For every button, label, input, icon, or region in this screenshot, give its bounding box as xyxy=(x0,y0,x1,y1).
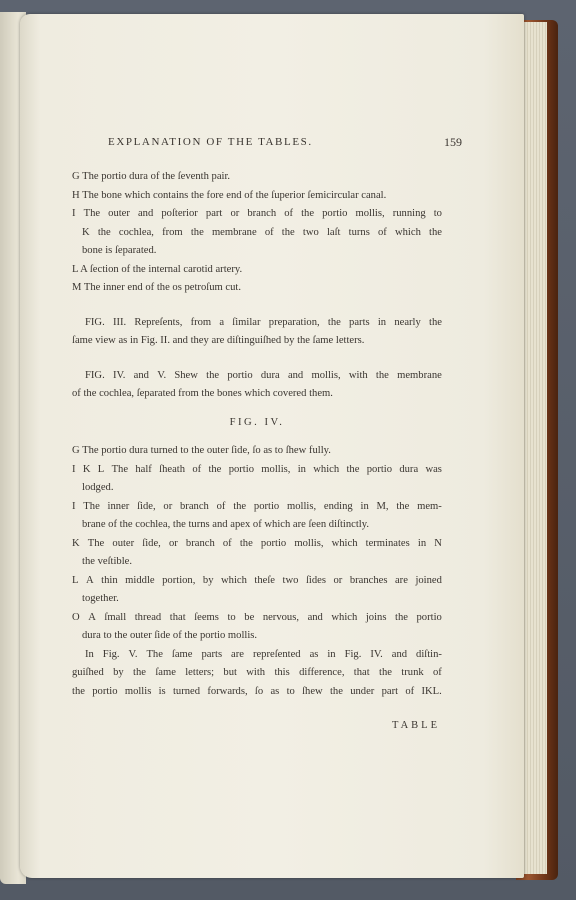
word: Fig. xyxy=(102,648,120,660)
word: this xyxy=(274,667,290,678)
word: turned xyxy=(172,685,201,697)
word: Repreſents, xyxy=(134,316,183,328)
text-line xyxy=(72,224,442,243)
word: joins xyxy=(365,611,387,623)
word: portion, xyxy=(162,574,196,586)
word: ending xyxy=(323,500,353,512)
word: portio xyxy=(227,369,253,381)
text-line xyxy=(72,414,442,433)
word: outer xyxy=(108,208,130,219)
word: the xyxy=(329,685,343,697)
text-line xyxy=(72,261,442,280)
word: are xyxy=(231,648,244,660)
word: nervous, xyxy=(262,611,300,623)
word: portio xyxy=(92,685,118,697)
word: by xyxy=(202,574,214,586)
word: branch xyxy=(185,537,215,549)
word: the xyxy=(281,226,295,238)
text-line xyxy=(72,627,442,646)
word: branch xyxy=(247,208,277,219)
word: and xyxy=(307,611,323,623)
word: inner xyxy=(107,500,130,512)
word: or xyxy=(333,574,343,586)
word: the xyxy=(208,463,222,475)
word: that xyxy=(169,611,186,623)
text-line-content: H The bone which contains the fore end of the ſuperior ſemicircular canal. xyxy=(72,189,387,201)
text-line-content: lodged. xyxy=(82,482,114,493)
word: thread xyxy=(134,611,162,623)
word: running xyxy=(392,208,426,219)
word: thin xyxy=(101,574,118,586)
word: of xyxy=(284,208,294,219)
word: be xyxy=(244,611,255,623)
word: the xyxy=(327,316,341,328)
word: which xyxy=(394,226,421,238)
text-line xyxy=(72,664,442,683)
paragraph-gap xyxy=(72,701,442,717)
text-line xyxy=(72,717,442,736)
text-line xyxy=(72,367,442,386)
word: I xyxy=(72,463,76,475)
word: portio xyxy=(366,463,393,475)
word: the xyxy=(346,463,360,475)
paragraph-gap xyxy=(72,298,442,314)
paragraph-gap xyxy=(72,432,442,442)
word: membrane xyxy=(211,226,257,238)
word: from xyxy=(190,316,212,328)
word: that xyxy=(353,667,370,678)
word: with xyxy=(348,369,368,381)
word: ſimilar xyxy=(232,316,261,328)
body-text xyxy=(72,168,442,736)
word: portio xyxy=(322,208,348,219)
word: The xyxy=(111,463,129,475)
word: I xyxy=(72,208,76,219)
word: and xyxy=(391,648,408,660)
word: branch xyxy=(180,500,209,512)
word: part xyxy=(381,685,399,697)
word: with xyxy=(246,667,266,678)
word: guiſhed xyxy=(72,667,104,678)
word: V. xyxy=(157,369,167,381)
word: the xyxy=(379,667,392,678)
word: I xyxy=(72,500,76,512)
word: terminates xyxy=(365,537,410,549)
word: the xyxy=(301,208,315,219)
word: the xyxy=(97,226,111,238)
word: poſterior xyxy=(161,208,198,219)
word: of xyxy=(192,463,202,475)
text-line-content: G The portio dura turned to the outer ſide, ſo as to ſhew fully. xyxy=(72,445,331,456)
word: but xyxy=(223,667,237,678)
text-line xyxy=(72,187,442,206)
word: portio xyxy=(416,611,442,623)
word: and xyxy=(137,208,154,219)
word: two xyxy=(302,226,319,238)
word: in xyxy=(377,316,387,328)
text-line xyxy=(72,442,442,461)
word: theſe xyxy=(254,574,276,586)
word: which xyxy=(313,463,340,475)
word: trunk xyxy=(401,667,424,678)
text-line xyxy=(72,572,442,591)
word: or xyxy=(168,537,178,549)
text-line xyxy=(72,279,442,298)
word: III. xyxy=(112,316,127,328)
text-line-content: FIG. IV. xyxy=(229,416,285,428)
word: the xyxy=(190,226,204,238)
word: K xyxy=(72,537,80,549)
word: repreſented xyxy=(252,648,301,660)
text-line xyxy=(72,535,442,554)
word: N xyxy=(434,537,442,549)
word: the xyxy=(72,685,85,697)
word: middle xyxy=(125,574,155,586)
word: The xyxy=(146,648,163,660)
text-line xyxy=(72,168,442,187)
running-head-title: EXPLANATION OF THE TABLES. xyxy=(108,136,313,148)
word: dura xyxy=(260,369,280,381)
word: by xyxy=(113,667,124,678)
word: Shew xyxy=(174,369,198,381)
word: to xyxy=(286,685,295,697)
text-line xyxy=(72,516,442,535)
word: branches xyxy=(349,574,388,586)
word: dura xyxy=(399,463,419,475)
word: of xyxy=(222,537,232,549)
word: mem- xyxy=(417,500,442,512)
word: K xyxy=(82,463,91,475)
word: FIG. xyxy=(85,316,105,328)
word: in xyxy=(417,537,427,549)
text-line xyxy=(72,646,442,665)
word: two xyxy=(282,574,299,586)
running-head xyxy=(72,130,462,150)
book-page xyxy=(20,14,524,878)
word: or xyxy=(230,208,240,219)
text-line-content: ſame view as in Fig. II. and they are diſtinguiſhed by the ſame letters. xyxy=(72,335,365,346)
word: ſo xyxy=(254,685,264,697)
word: The xyxy=(87,537,105,549)
word: ſmall xyxy=(104,611,127,623)
word: ſame xyxy=(155,667,176,678)
word: or xyxy=(163,500,173,512)
word: which xyxy=(331,611,358,623)
word: from xyxy=(162,226,183,238)
word: as xyxy=(270,685,280,697)
word: ſhew xyxy=(302,685,323,697)
word: ſide, xyxy=(142,537,161,549)
word: of xyxy=(216,500,226,512)
word: cochlea, xyxy=(118,226,154,238)
word: The xyxy=(83,208,101,219)
word: ſide, xyxy=(137,500,156,512)
text-line xyxy=(72,205,442,224)
word: portio xyxy=(228,463,254,475)
text-line-content: TABLE xyxy=(392,720,440,731)
word: laſt xyxy=(326,226,341,238)
word: and xyxy=(133,369,149,381)
word: the xyxy=(133,667,146,678)
text-line-content: together. xyxy=(82,593,119,604)
word: Fig. xyxy=(344,648,362,660)
text-line-content: bone is ſeparated. xyxy=(82,245,157,256)
word: mollis, xyxy=(294,537,324,549)
word: which xyxy=(331,537,358,549)
word: O xyxy=(72,611,80,623)
word: mollis, xyxy=(355,208,385,219)
word: IKL. xyxy=(421,685,442,697)
word: IV. xyxy=(370,648,383,660)
word: L xyxy=(97,463,105,475)
text-line xyxy=(72,332,442,351)
text-line-content: G The portio dura of the ſeventh pair. xyxy=(72,171,231,182)
text-line xyxy=(72,553,442,572)
word: the xyxy=(395,611,408,623)
word: part xyxy=(205,208,223,219)
word: letters; xyxy=(185,667,215,678)
word: forwards, xyxy=(207,685,248,697)
word: A xyxy=(86,574,94,586)
word: the xyxy=(239,537,253,549)
word: L xyxy=(72,574,79,586)
word: of xyxy=(378,226,387,238)
word: parts xyxy=(201,648,223,660)
word: ſheath xyxy=(159,463,186,475)
word: is xyxy=(158,685,166,697)
word: the xyxy=(396,500,410,512)
word: mollis, xyxy=(311,369,341,381)
word: are xyxy=(394,574,408,586)
word: the xyxy=(375,369,389,381)
text-line xyxy=(72,385,442,404)
word: of xyxy=(433,667,442,678)
text-line-content: M The inner end of the os petroſum cut. xyxy=(72,282,241,293)
word: ſeems xyxy=(194,611,219,623)
word: to xyxy=(433,208,442,219)
word: the xyxy=(429,316,442,328)
text-line xyxy=(72,590,442,609)
text-line xyxy=(72,479,442,498)
word: in xyxy=(360,500,369,512)
word: which xyxy=(221,574,247,586)
word: mollis, xyxy=(286,500,317,512)
text-line xyxy=(72,498,442,517)
text-line xyxy=(72,683,442,702)
word: In xyxy=(85,648,94,660)
word: V. xyxy=(128,648,138,660)
word: IV. xyxy=(112,369,126,381)
word: as xyxy=(309,648,319,660)
paragraph-gap xyxy=(72,404,442,414)
word: difference, xyxy=(299,667,345,678)
word: nearly xyxy=(394,316,421,328)
word: mollis, xyxy=(261,463,291,475)
text-line-content: dura to the outer ſide of the portio mollis. xyxy=(82,630,258,641)
word: of xyxy=(405,685,415,697)
word: in xyxy=(327,648,336,660)
text-line xyxy=(72,242,442,261)
word: ſides xyxy=(305,574,326,586)
word: membrane xyxy=(397,369,442,381)
text-line-content: of the cochlea, ſeparated from the bones which covered them. xyxy=(72,388,333,399)
word: outer xyxy=(112,537,135,549)
word: FIG. xyxy=(85,369,105,381)
word: of xyxy=(264,226,274,238)
word: parts xyxy=(349,316,370,328)
word: The xyxy=(83,500,100,512)
text-line xyxy=(72,609,442,628)
word: was xyxy=(425,463,442,475)
word: half xyxy=(135,463,152,475)
page-number: 159 xyxy=(444,135,462,149)
paragraph-gap xyxy=(72,351,442,367)
text-line xyxy=(72,461,442,480)
word: K xyxy=(82,226,90,238)
word: in xyxy=(297,463,306,475)
word: A xyxy=(88,611,96,623)
word: the xyxy=(233,500,247,512)
word: the xyxy=(206,369,220,381)
word: M, xyxy=(376,500,389,512)
word: portio xyxy=(260,537,287,549)
word: portio xyxy=(253,500,280,512)
word: ſame xyxy=(171,648,193,660)
text-line xyxy=(72,314,442,333)
word: under xyxy=(350,685,375,697)
word: the xyxy=(429,226,442,238)
text-line-content: the veſtible. xyxy=(82,556,133,567)
word: a xyxy=(219,316,225,328)
text-line-content: L A ſection of the internal carotid artery. xyxy=(72,263,243,275)
word: turns xyxy=(348,226,370,238)
word: joined xyxy=(415,574,442,586)
word: mollis xyxy=(124,685,152,697)
word: to xyxy=(227,611,236,623)
word: diſtin- xyxy=(416,648,442,660)
word: preparation, xyxy=(268,316,320,328)
word: and xyxy=(287,369,304,381)
text-line-content: brane of the cochlea, the turns and apex of which are ſeen diſtinctly. xyxy=(82,519,369,530)
